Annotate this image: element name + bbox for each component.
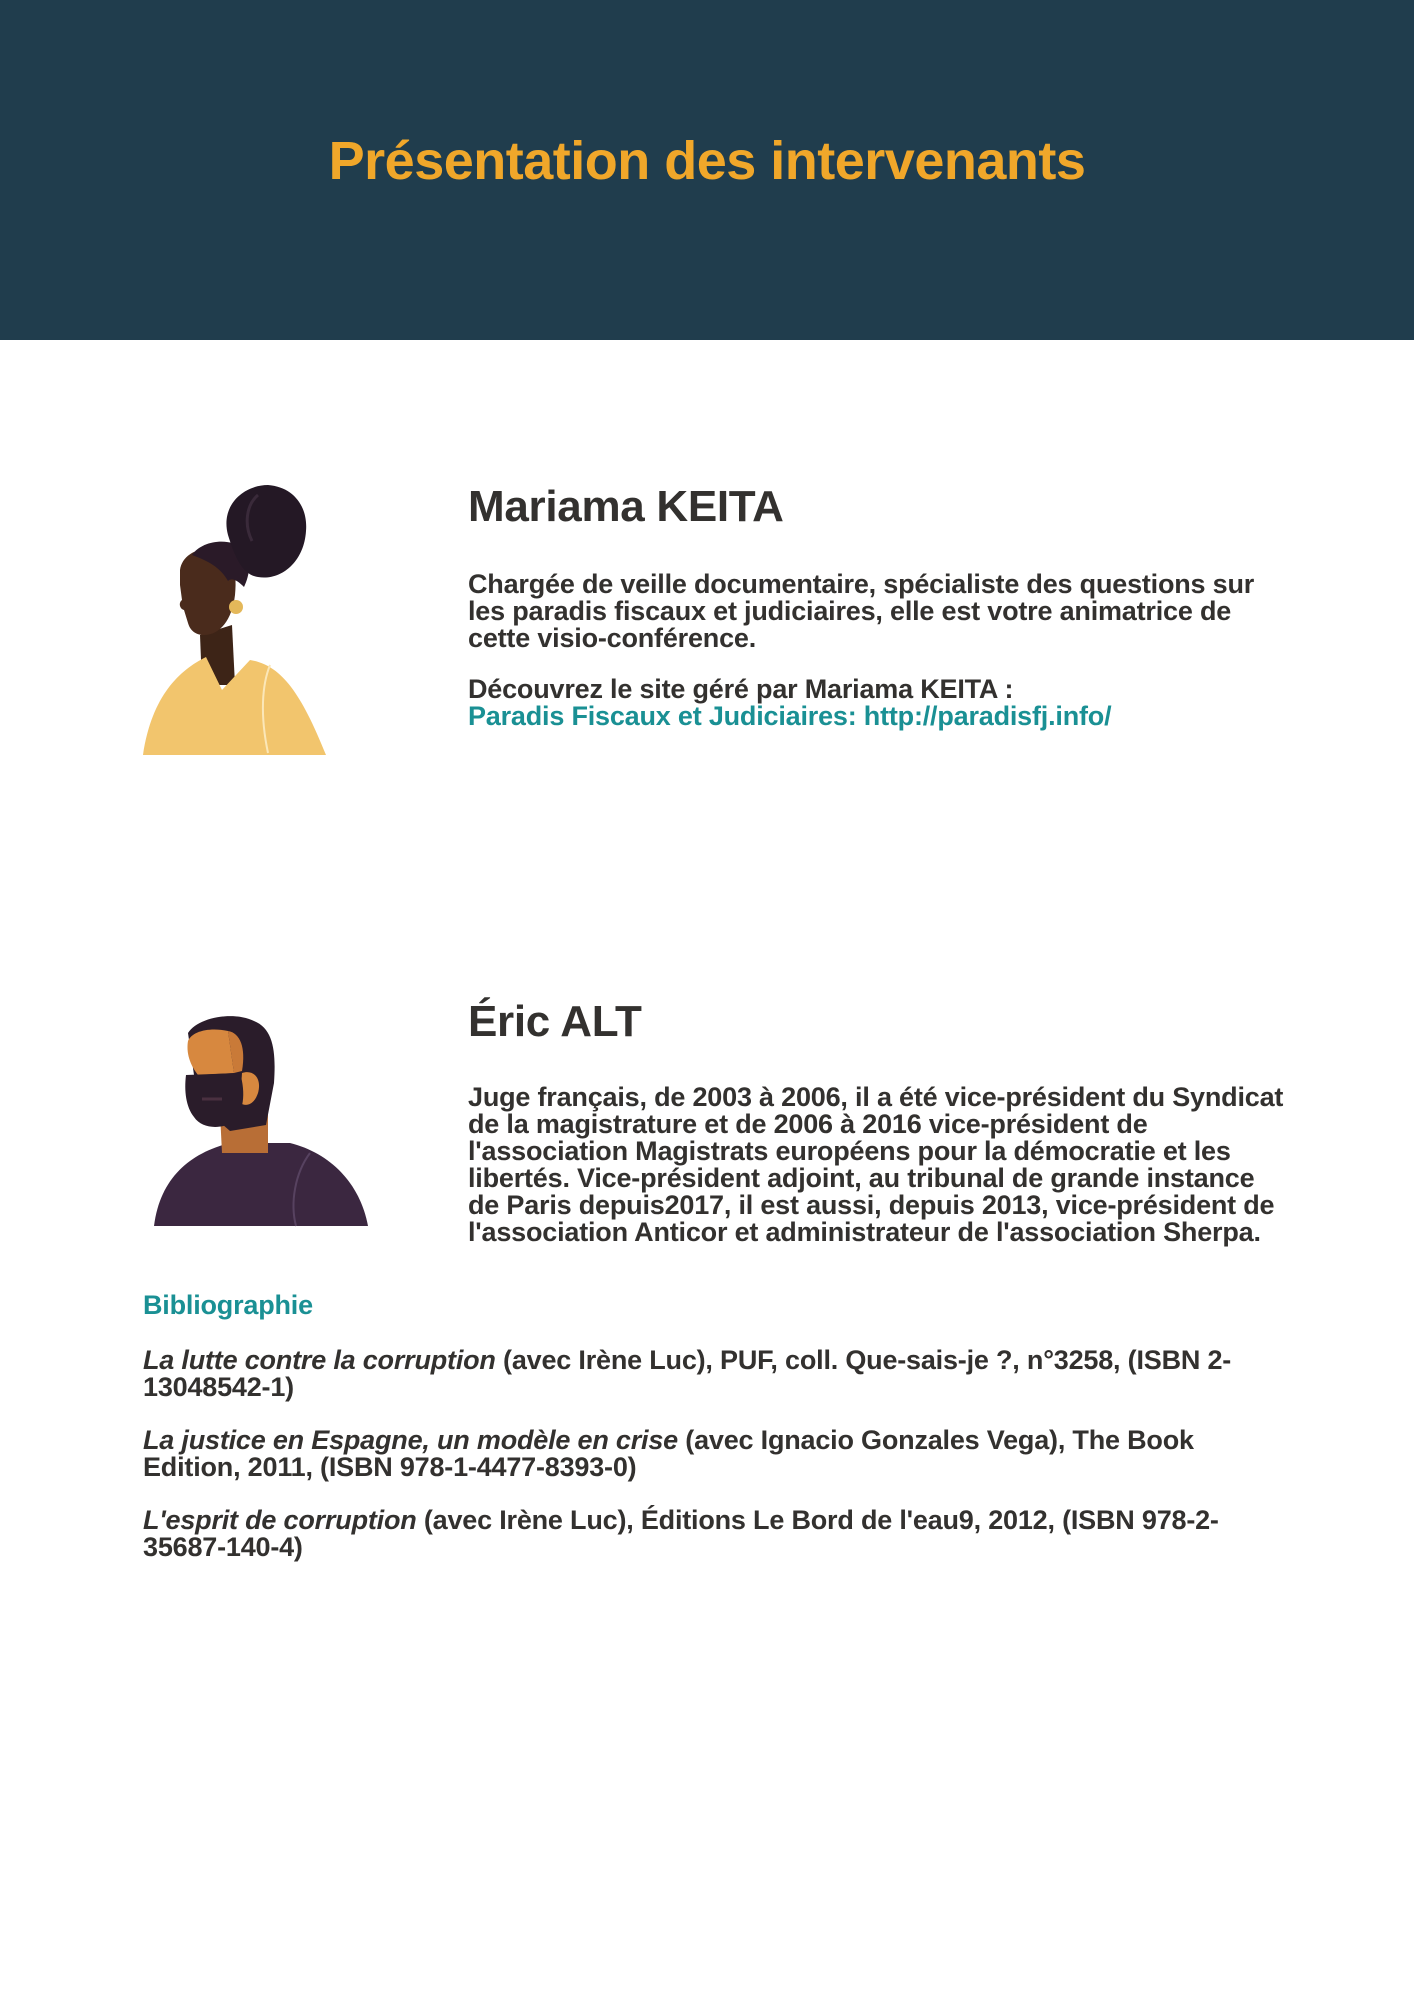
speaker-description: Chargée de veille documentaire, spécialiste des questions sur les paradis fiscaux et judiciaires, elle est votre animatrice de cette visio-conférence. [468, 569, 1255, 653]
site-link[interactable]: Paradis Fiscaux et Judiciaires: http://paradisfj.info/ [468, 701, 1112, 731]
speaker-name: Éric ALT [468, 997, 642, 1046]
book-title: L'esprit de corruption [143, 1505, 417, 1535]
book-details: (avec Irène Luc), Éditions Le Bord de l'eau9, 2012, (ISBN 978-2-35687-140-4) [143, 1505, 1219, 1562]
site-intro: Découvrez le site géré par Mariama KEITA : [468, 674, 1014, 704]
book-entry [143, 1347, 1273, 1401]
woman-avatar-illustration [140, 485, 350, 755]
book-entry [143, 1507, 1273, 1561]
book-title: La justice en Espagne, un modèle en crise [143, 1425, 678, 1455]
book-title: La lutte contre la corruption [143, 1345, 496, 1375]
header-banner [0, 0, 1414, 340]
page-title: Présentation des intervenants [328, 131, 1086, 191]
man-avatar-illustration [150, 1013, 370, 1228]
speaker-name: Mariama KEITA [468, 482, 784, 531]
bibliography-title: Bibliographie [143, 1290, 313, 1320]
speaker-description: Juge français, de 2003 à 2006, il a été vice-président du Syndicat de la magistrature et de 2006 à 2016 vice-président de l'association Magistrats européens pour la démocratie et les libertés. Vice-président adjoint, au tribunal de grande instance de Paris depuis2017, il est aussi, depuis 2013, vice-président de l'association Anticor et administrateur de l'association Sherpa. [468, 1082, 1284, 1247]
book-details: (avec Irène Luc), PUF, coll. Que-sais-je ?, n°3258, (ISBN 2-13048542-1) [143, 1345, 1232, 1402]
book-details: (avec Ignacio Gonzales Vega), The Book Edition, 2011, (ISBN 978-1-4477-8393-0) [143, 1425, 1194, 1482]
book-entry [143, 1427, 1273, 1481]
